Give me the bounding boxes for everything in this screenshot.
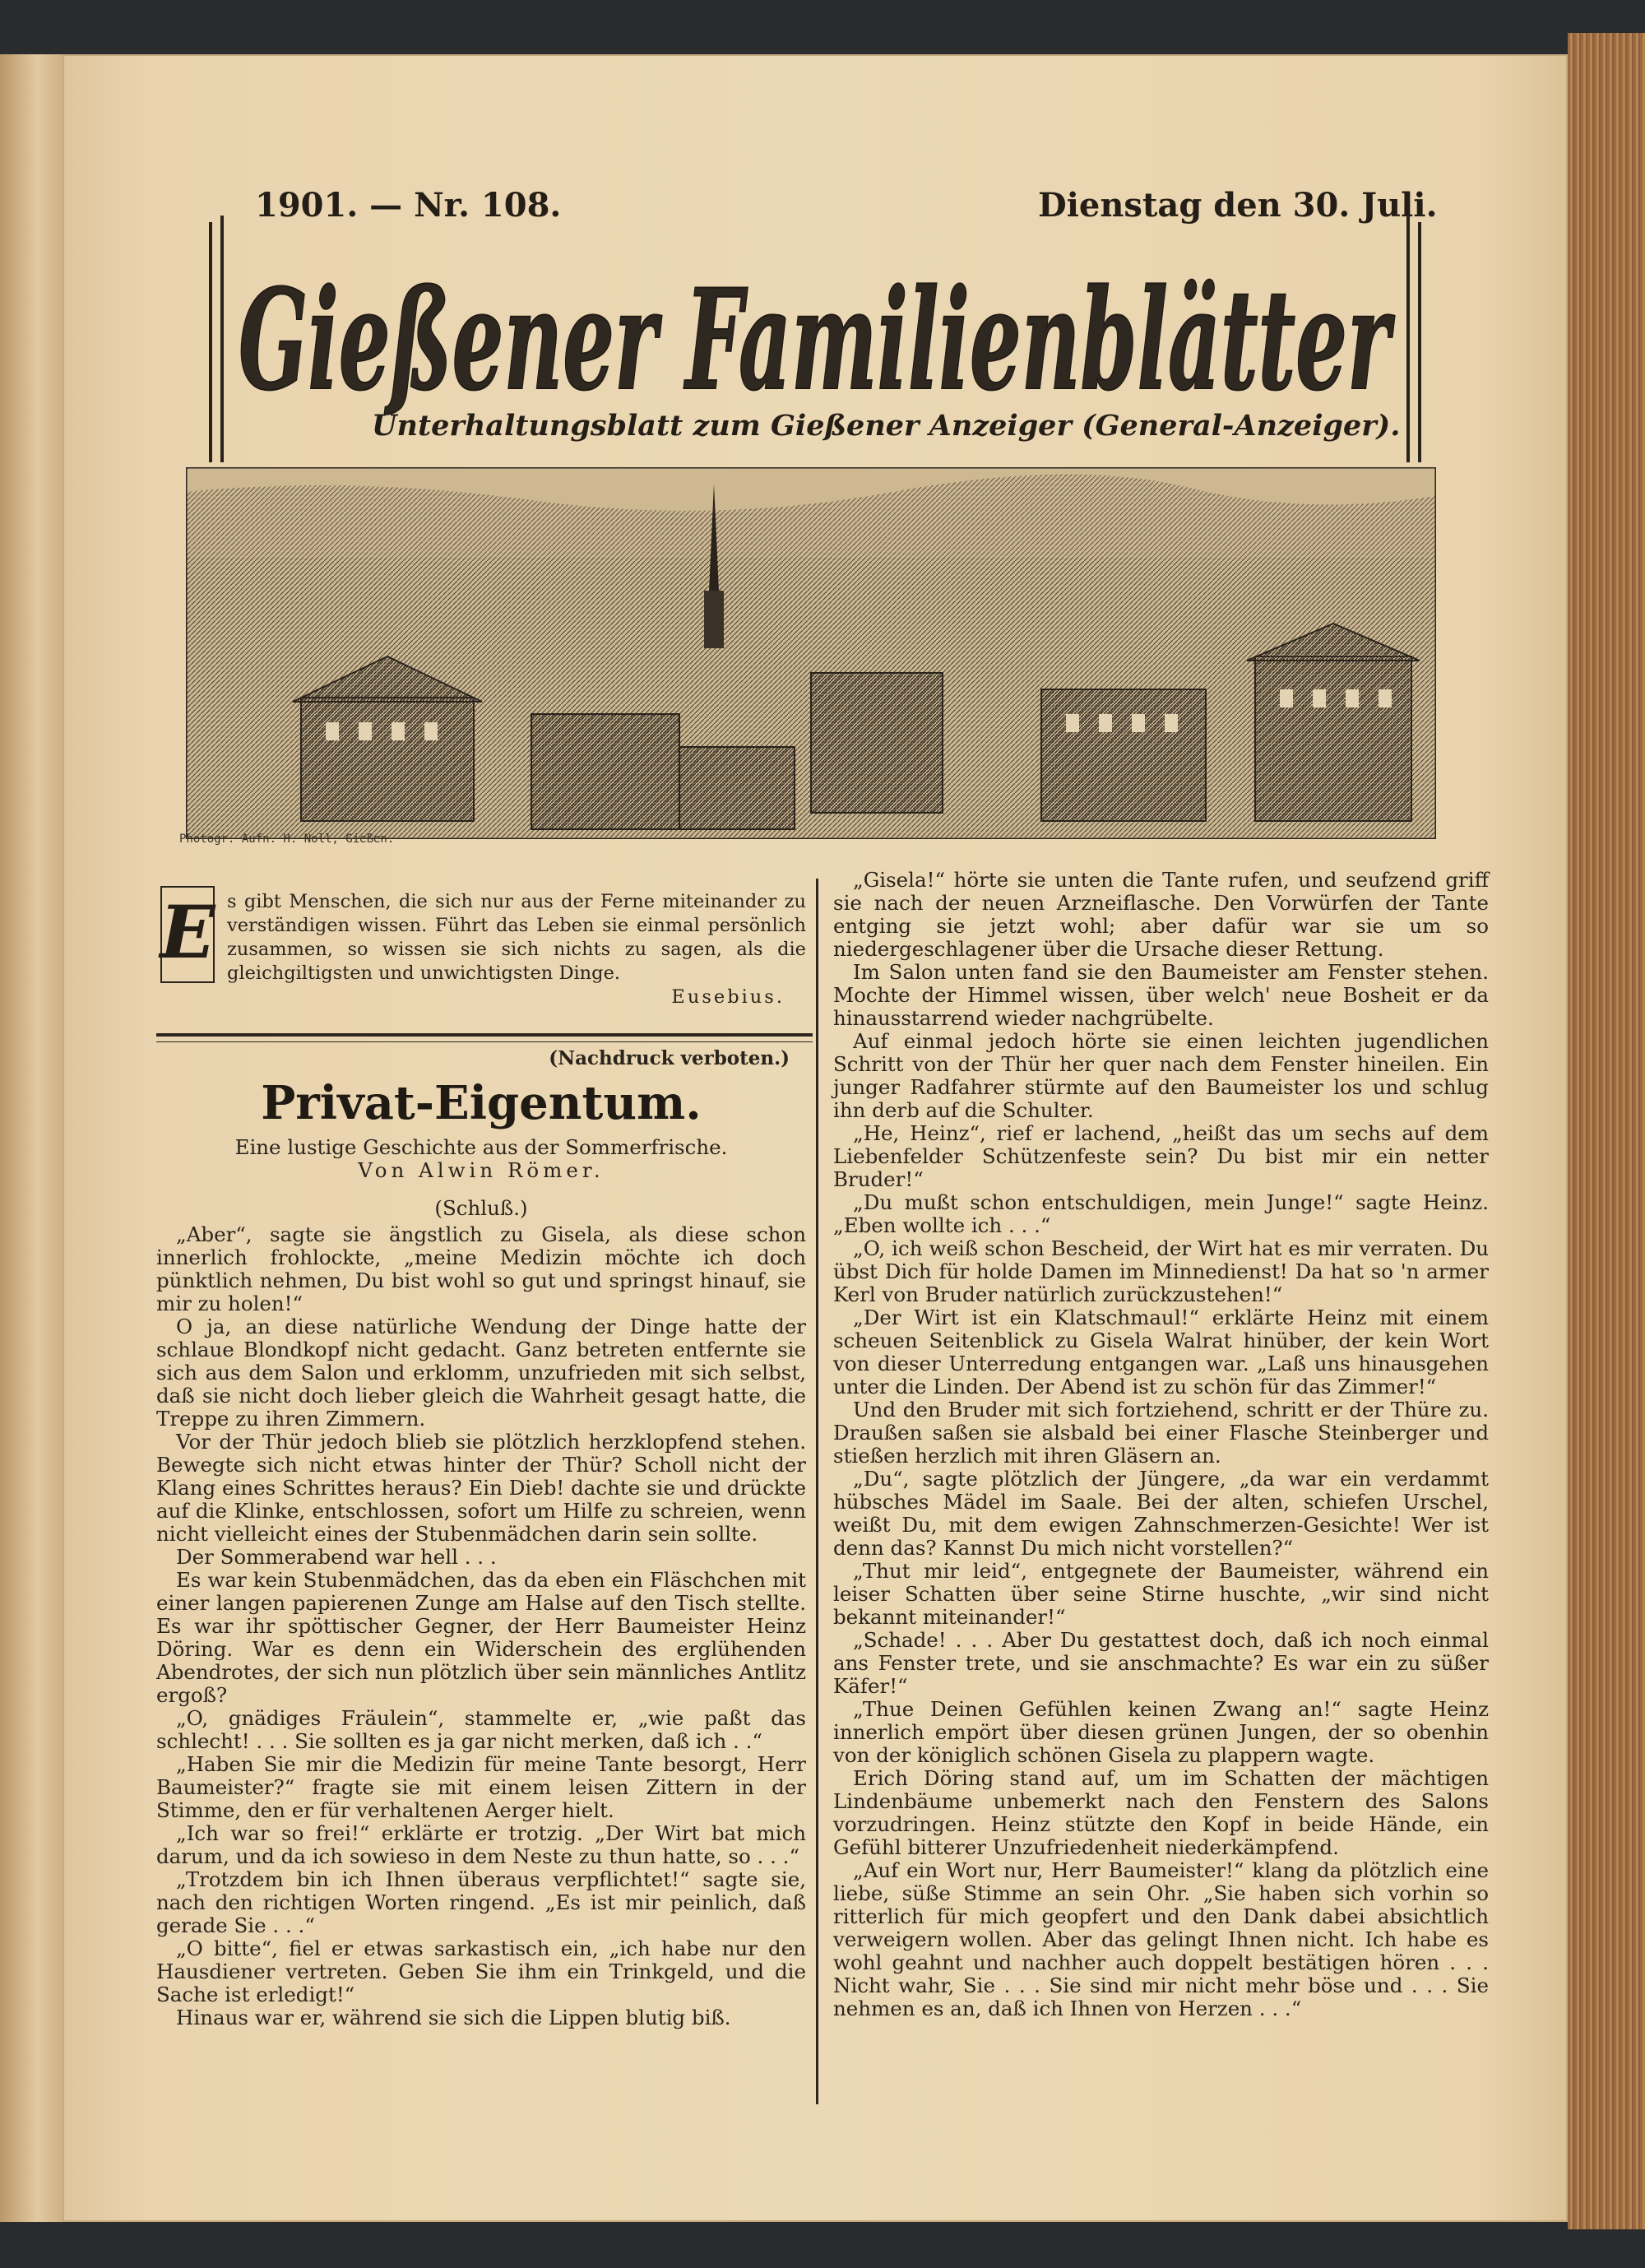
city-view-illustration <box>186 467 1436 839</box>
paragraph: „Aber“, sagte sie ängstlich zu Gisela, als diese schon innerlich frohlockte, „meine Medizin möchte ich doch pünktlich nehmen, Du bist wohl so gut und springst hinauf, sie mir zu holen!“ <box>156 1222 806 1315</box>
column-rule <box>816 879 818 2104</box>
paragraph: „Haben Sie mir die Medizin für meine Tante besorgt, Herr Baumeister?“ fragte sie mit einem leisen Zittern in der Stimme, den er für verhaltenen Aerger hielt. <box>156 1752 806 1822</box>
left-page-edge <box>0 54 63 2222</box>
paragraph: „Gisela!“ hörte sie unten die Tante rufen, und seufzend griff sie nach der neuen Arzneiflasche. Den Vorwürfen der Tante entging sie jetzt wohl; aber dafür war sie um so niedergeschlagener über die Ursache dieser Rettung. <box>833 868 1489 961</box>
paragraph: O ja, an diese natürliche Wendung der Dinge hatte der schlaue Blondkopf nicht gedacht. Ganz betreten entfernte sie sich aus dem Salon und erklomm, unzufrieden mit sich selbst, daß sie nicht doch lieber gleich die Wahrheit gesagt hatte, die Treppe zu ihren Zimmern. <box>156 1315 806 1431</box>
story-author: Von Alwin Römer. <box>358 1158 605 1182</box>
paragraph: Vor der Thür jedoch blieb sie plötzlich herzklopfend stehen. Bewegte sich nicht etwas hinter der Thür? Scholl nicht der Klang eines Schrittes heraus? Ein Dieb! dachte sie und drückte auf die Klinke, entschlossen, sofort um Hilfe zu schreien, wenn nicht vielleicht eines der Stubenmädchen darin sein sollte. <box>156 1430 806 1546</box>
paragraph: „Der Wirt ist ein Klatschmaul!“ erklärte Heinz mit einem scheuen Seitenblick zu Gisela Walrat hinüber, der kein Wort von dieser Unterredung entgangen war. „Laß uns hinausgehen unter die Linden. Der Abend ist zu schön für das Zimmer!“ <box>833 1306 1489 1398</box>
left-ornament <box>211 216 222 462</box>
book-page-edges <box>1568 33 1645 2229</box>
paragraph: „Schade! . . . Aber Du gestattest doch, daß ich noch einmal ans Fenster trete, und sie anschmachte? Es war ein zu süßer Käfer!“ <box>833 1628 1489 1698</box>
paragraph: Und den Bruder mit sich fortziehend, schritt er der Thüre zu. Draußen saßen sie alsbald bei einer Flasche Steinberger und stießen herzlich mit ihren Gläsern an. <box>833 1398 1489 1468</box>
left-column <box>156 890 806 2029</box>
paragraph: Der Sommerabend war hell . . . <box>176 1545 497 1569</box>
paragraph: „He, Heinz“, rief er lachend, „heißt das um sechs auf dem Liebenfelder Schützenfeste sein? Du bist mir ein netter Bruder!“ <box>833 1121 1489 1191</box>
issue-number: 1901. — Nr. 108. <box>255 186 562 225</box>
paragraph: Auf einmal jedoch hörte sie einen leichten jugendlichen Schritt von der Thür her quer nach dem Fenster hineilen. Ein junger Radfahrer stürmte auf den Baumeister los und schlug ihn derb auf die Schulter. <box>833 1029 1489 1122</box>
right-column <box>833 869 1489 2020</box>
ornamental-dropcap <box>156 882 219 987</box>
paragraph: Im Salon unten fand sie den Baumeister am Fenster stehen. Mochte der Himmel wissen, über welch' neue Bosheit er da hinausstarrend wieder nachgrübelte. <box>833 960 1489 1030</box>
right-ornament <box>1408 216 1420 462</box>
paragraph: „Auf ein Wort nur, Herr Baumeister!“ klang da plötzlich eine liebe, süße Stimme an sein Ohr. „Sie haben sich vorhin so ritterlich für mich geopfert und den Dank dabei absichtlich verweigern wollen. Aber das gelingt Ihnen nicht. Ich habe es wohl geahnt und nachher auch doppelt bestätigen hören . . . Nicht wahr, Sie . . . Sie sind mir nicht mehr böse und . . . Sie nehmen es an, daß ich Ihnen von Herzen . . .“ <box>833 1858 1489 2020</box>
section-divider <box>156 1033 813 1037</box>
story-part: (Schluß.) <box>434 1196 528 1220</box>
paragraph: „Thut mir leid“, entgegnete der Baumeister, während ein leiser Schatten über seine Stirne huschte, „wir sind nicht bekannt miteinander!“ <box>833 1559 1489 1629</box>
paragraph: Hinaus war er, während sie sich die Lippen blutig biß. <box>176 2006 731 2029</box>
paragraph: „Trotzdem bin ich Ihnen überaus verpflichtet!“ sagte sie, nach den richtigen Worten ringend. „Es ist mir peinlich, daß gerade Sie . . .“ <box>156 1867 806 1937</box>
issue-date: Dienstag den 30. Juli. <box>1038 186 1438 225</box>
masthead-title-text: Gießener Familienblätter <box>239 258 1396 421</box>
dropcap-letter: E <box>160 889 215 975</box>
paragraph: Erich Döring stand auf, um im Schatten der mächtigen Lindenbäume unbemerkt nach den Fenstern des Salons vorzudringen. Heinz stützte den Kopf in beide Hände, ein Gefühl bitterer Unzufriedenheit niederkämpfend. <box>833 1766 1489 1859</box>
paragraph: „Du mußt schon entschuldigen, mein Junge!“ sagte Heinz. „Eben wollte ich . . .“ <box>833 1190 1489 1237</box>
masthead-subtitle: Unterhaltungsblatt zum Gießener Anzeiger (General-Anzeiger). <box>372 409 1401 443</box>
motto-block <box>156 890 806 1022</box>
story-tagline: Eine lustige Geschichte aus der Sommerfrische. <box>234 1135 728 1159</box>
section-divider-thin <box>156 1041 813 1042</box>
photo-credit: Photogr. Aufn. H. Noll, Gießen. <box>179 833 395 846</box>
paragraph: „O, gnädiges Fräulein“, stammelte er, „wie paßt das schlecht! . . . Sie sollten es ja gar nicht merken, daß ich . .“ <box>156 1706 806 1753</box>
paragraph: „Du“, sagte plötzlich der Jüngere, „da war ein verdammt hübsches Mädel im Saale. Bei der alten, schiefen Urschel, weißt Du, mit dem ewigen Zahnschmerzen-Gesichte! Wer ist denn das? Kannst Du mich nicht vorstellen?“ <box>833 1467 1489 1560</box>
paragraph: „O, ich weiß schon Bescheid, der Wirt hat es mir verraten. Du übst Dich für holde Damen im Minnedienst! Da hat so 'n armer Kerl von Bruder natürlich zurückzustehen!“ <box>833 1236 1489 1306</box>
paragraph: „Ich war so frei!“ erklärte er trotzig. „Der Wirt bat mich darum, und da ich sowieso in dem Neste zu thun hatte, so . . .“ <box>156 1821 806 1868</box>
paragraph: Es war kein Stubenmädchen, das da eben ein Fläschchen mit einer langen papierenen Zunge am Halse auf den Tisch stellte. Es war ihr spöttischer Gegner, der Herr Baumeister Heinz Döring. War es denn ein Widerschein des erglühenden Abendrotes, der sich nun plötzlich über sein männliches Antlitz ergoß? <box>156 1568 806 1707</box>
motto-author: Eusebius. <box>671 986 785 1008</box>
paragraph: „O bitte“, fiel er etwas sarkastisch ein, „ich habe nur den Hausdiener vertreten. Geben Sie ihm ein Trinkgeld, und die Sache ist erledigt!“ <box>156 1936 806 2006</box>
paragraph: „Thue Deinen Gefühlen keinen Zwang an!“ sagte Heinz innerlich empört über diesen grünen Jungen, der so obenhin von der königlich schönen Gisela zu plappern wagte. <box>833 1697 1489 1767</box>
story-title: Privat-Eigentum. <box>261 1076 702 1130</box>
reprint-notice: (Nachdruck verboten.) <box>549 1047 790 1069</box>
motto-text: s gibt Menschen, die sich nur aus der Ferne miteinander zu verständigen wissen. Führt das Leben sie einmal persönlich zusammen, so wissen sie sich nichts zu sagen, als die gleichgiltigsten und unwichtigsten Dinge. <box>227 891 806 984</box>
